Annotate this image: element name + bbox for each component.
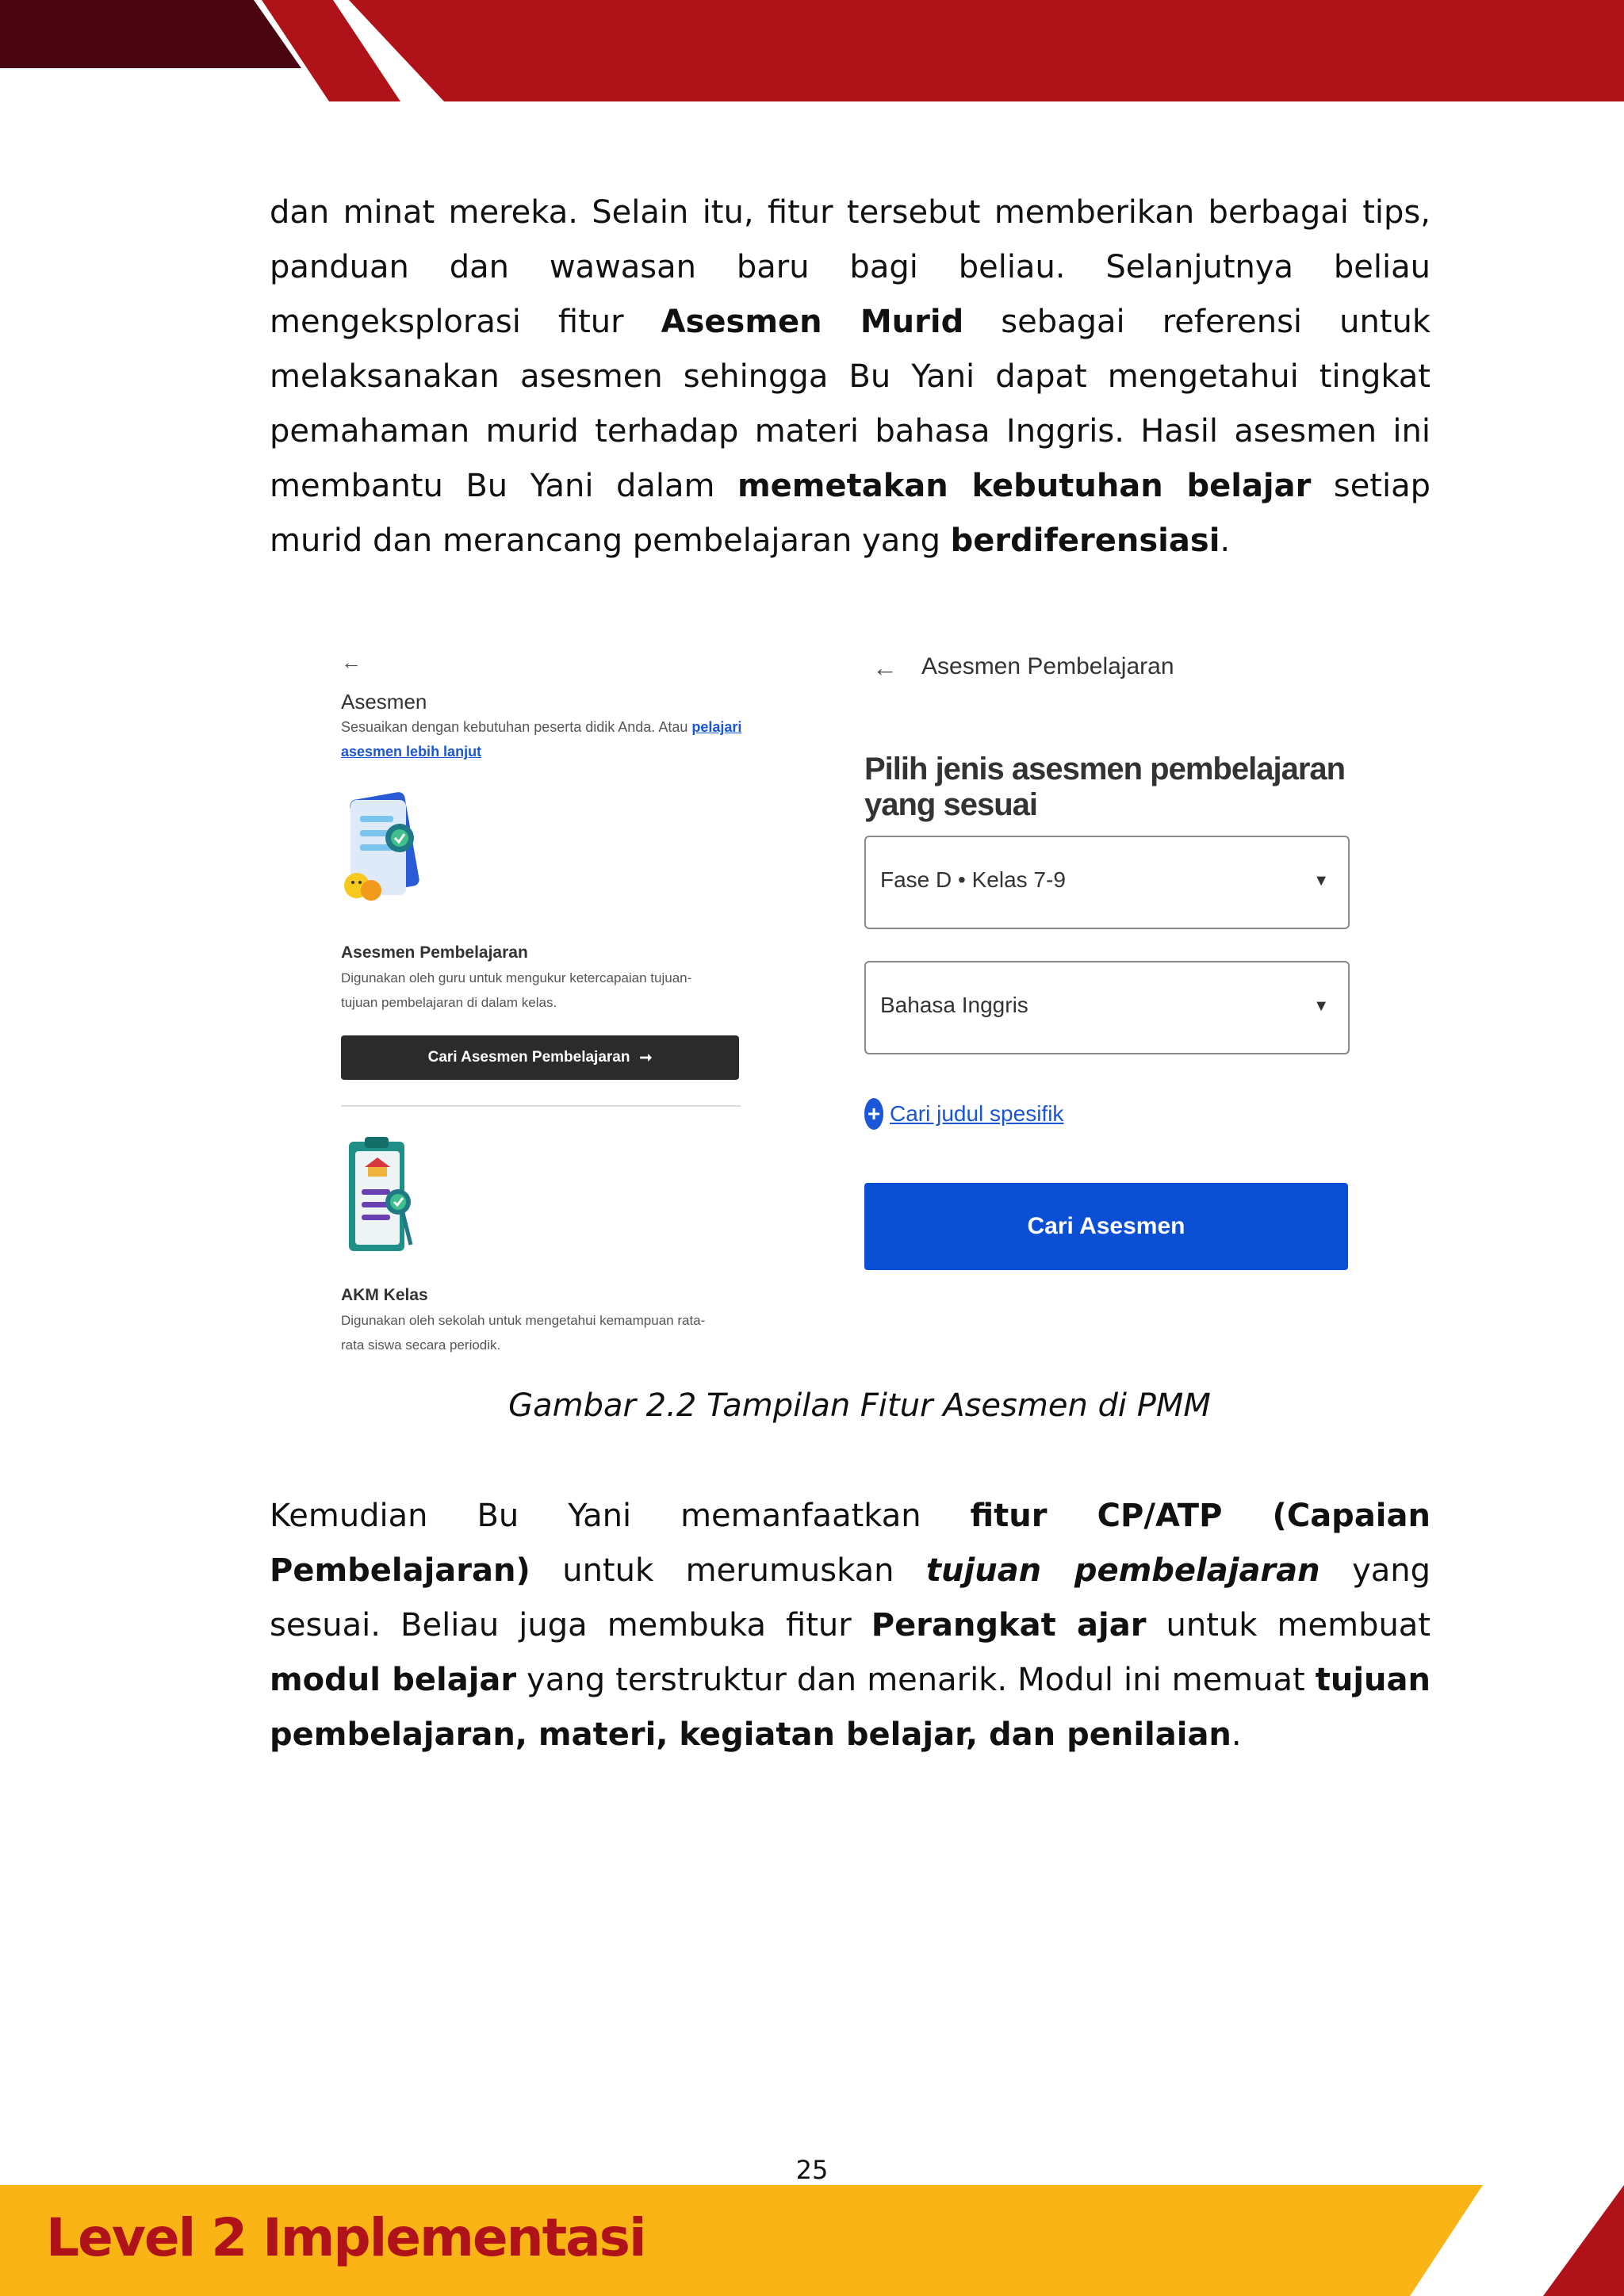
dropdown-caret-icon: ▼ xyxy=(1313,872,1329,890)
text-run: untuk membuat xyxy=(1146,1607,1431,1644)
cari-asesmen-button[interactable] xyxy=(864,1183,1348,1270)
figure-caption: Gambar 2.2 Tampilan Fitur Asesmen di PMM xyxy=(508,1387,1211,1424)
header-banner xyxy=(0,0,1624,101)
asesmen-description xyxy=(341,715,753,764)
bold-run: tujuan pembelajaran xyxy=(925,1552,1320,1589)
footer-red-corner xyxy=(1543,2185,1624,2296)
text-run: setiap murid dan merancang pembelajaran yang xyxy=(270,468,1431,559)
card-akm-kelas-desc: Digunakan oleh sekolah untuk mengetahui kemampuan rata-rata siswa secara periodik. xyxy=(341,1313,706,1353)
select-assessment-heading: Pilih jenis asesmen pembelajaran yang sesuai xyxy=(864,752,1346,822)
text-run: . xyxy=(1220,522,1231,559)
figure-right-screenshot xyxy=(864,642,1372,1276)
text-run: untuk merumuskan xyxy=(530,1552,926,1589)
subject-value: Bahasa Inggris xyxy=(880,993,1028,1017)
subject-select[interactable] xyxy=(864,961,1350,1054)
text-run: yang sesuai. Beliau juga membuka fitur xyxy=(270,1552,1431,1644)
header-red-block xyxy=(349,0,1624,101)
card-akm-kelas-title: AKM Kelas xyxy=(341,1286,428,1304)
asesmen-desc-text: Sesuaikan dengan kebutuhan peserta didik Anda. Atau xyxy=(341,719,692,735)
back-arrow-icon[interactable]: ← xyxy=(341,650,362,674)
asesmen-title: Asesmen xyxy=(341,690,427,714)
bold-run: berdiferensiasi xyxy=(950,522,1220,559)
bold-run: Perangkat ajar xyxy=(871,1607,1147,1644)
footer-level-label: Level 2 Implementasi xyxy=(46,2207,645,2268)
divider xyxy=(341,1105,741,1107)
assessment-illustration-icon xyxy=(341,789,428,916)
page-number: 25 xyxy=(795,2155,829,2185)
text-run: Kemudian Bu Yani memanfaatkan xyxy=(270,1498,971,1534)
text-run: yang terstruktur dan menarik. Modul ini memuat xyxy=(516,1662,1316,1698)
cari-asesmen-pembelajaran-label: Cari Asesmen Pembelajaran xyxy=(427,1049,630,1066)
text-run: . xyxy=(1231,1716,1242,1753)
body-paragraph-1 xyxy=(270,186,1431,568)
learn-more-link[interactable]: pelajari asesmen lebih lanjut xyxy=(341,719,742,760)
text-run: dan minat mereka. Selain itu, fitur tersebut memberikan berbagai tips, panduan dan wawasan baru bagi beliau. Selanjutnya beliau mengeksplorasi fitur xyxy=(270,194,1431,340)
cari-asesmen-pembelajaran-button[interactable] xyxy=(341,1035,739,1080)
body-paragraph-2 xyxy=(270,1489,1431,1762)
arrow-right-icon: ➞ xyxy=(639,1049,653,1066)
bold-run: memetakan kebutuhan belajar xyxy=(737,468,1312,504)
akm-clipboard-icon xyxy=(344,1134,416,1261)
search-specific-title-link[interactable] xyxy=(864,1096,1063,1132)
plus-circle-icon: + xyxy=(864,1098,883,1130)
search-specific-title-label: Cari judul spesifik xyxy=(890,1101,1064,1126)
figure-left-screenshot xyxy=(333,642,745,1364)
bold-run: modul belajar xyxy=(270,1662,517,1698)
bold-run: fitur CP/ATP (Capaian Pembelajaran) xyxy=(270,1498,1431,1589)
text-run: sebagai referensi untuk melaksanakan asesmen sehingga Bu Yani dapat mengetahui tingkat pemahaman murid terhadap materi bahasa Inggris. Hasil asesmen ini membantu Bu Yani dalam xyxy=(270,304,1431,504)
header-dark-block xyxy=(0,0,301,68)
bold-run: tujuan pembelajaran, materi, kegiatan belajar, dan penilaian xyxy=(270,1662,1431,1753)
cari-asesmen-label: Cari Asesmen xyxy=(1027,1213,1185,1239)
card-asesmen-pembelajaran-desc: Digunakan oleh guru untuk mengukur ketercapaian tujuan-tujuan pembelajaran di dalam kelas. xyxy=(341,970,692,1010)
bold-run: Asesmen Murid xyxy=(661,304,964,340)
fase-kelas-value: Fase D • Kelas 7-9 xyxy=(880,867,1066,892)
fase-kelas-select[interactable] xyxy=(864,836,1350,929)
back-arrow-icon[interactable]: ← xyxy=(872,653,898,682)
dropdown-caret-icon: ▼ xyxy=(1313,997,1329,1015)
asesmen-pembelajaran-title: Asesmen Pembelajaran xyxy=(921,653,1174,679)
card-asesmen-pembelajaran-title: Asesmen Pembelajaran xyxy=(341,943,528,962)
